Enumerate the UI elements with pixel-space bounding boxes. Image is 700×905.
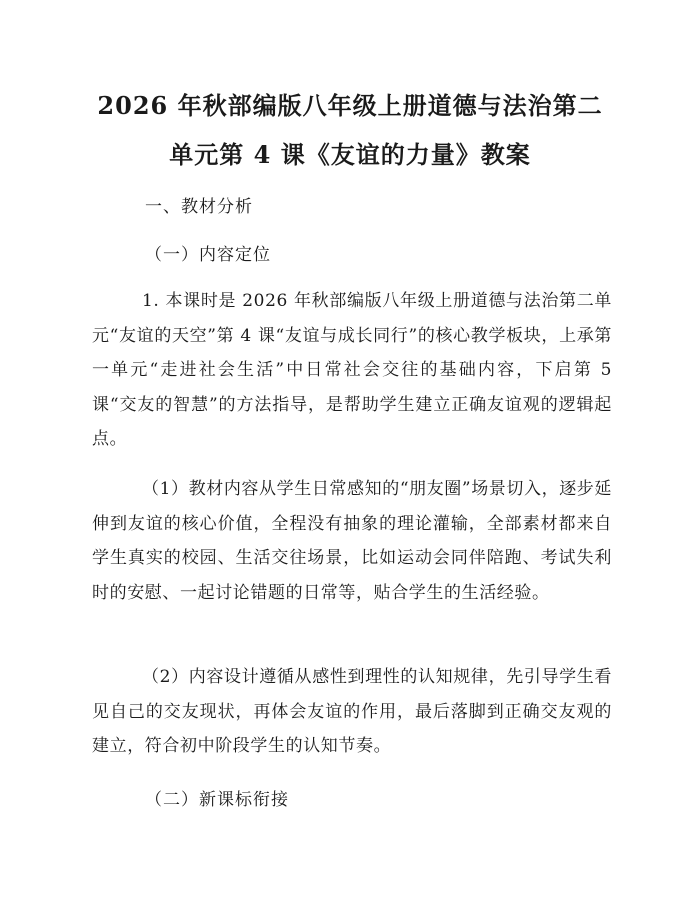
paragraph-3: （2）内容设计遵循从感性到理性的认知规律，先引导学生看见自己的交友现状，再体会友谊的作用，最后落脚到正确交友观的建立，符合初中阶段学生的认知节奏。 bbox=[92, 667, 612, 756]
section-heading-textbook-analysis: 一、教材分析 bbox=[145, 197, 253, 217]
document-title-line-1: 2026 年秋部编版八年级上册道德与法治第二 bbox=[97, 91, 603, 120]
subsection-heading-content-positioning: （一）内容定位 bbox=[145, 245, 271, 265]
paragraph-2: （1）教材内容从学生日常感知的“朋友圈”场景切入，逐步延伸到友谊的核心价值，全程没有抽象的理论灌输，全部素材都来自学生真实的校园、生活交往场景，比如运动会同伴陪跑、考试失利时的安慰、一起讨论错题的日常等，贴合学生的生活经验。 bbox=[92, 479, 612, 603]
subsection-heading-new-curriculum: （二）新课标衔接 bbox=[145, 790, 289, 810]
paragraph-1: 1. 本课时是 2026 年秋部编版八年级上册道德与法治第二单元“友谊的天空”第 4 课“友谊与成长同行”的核心教学板块，上承第一单元“走进社会生活”中日常社会交往的基础内容，下启第 5 课“交友的智慧”的方法指导，是帮助学生建立正确友谊观的逻辑起点。 bbox=[92, 291, 612, 449]
document-title-line-2: 单元第 4 课《友谊的力量》教案 bbox=[169, 140, 531, 169]
